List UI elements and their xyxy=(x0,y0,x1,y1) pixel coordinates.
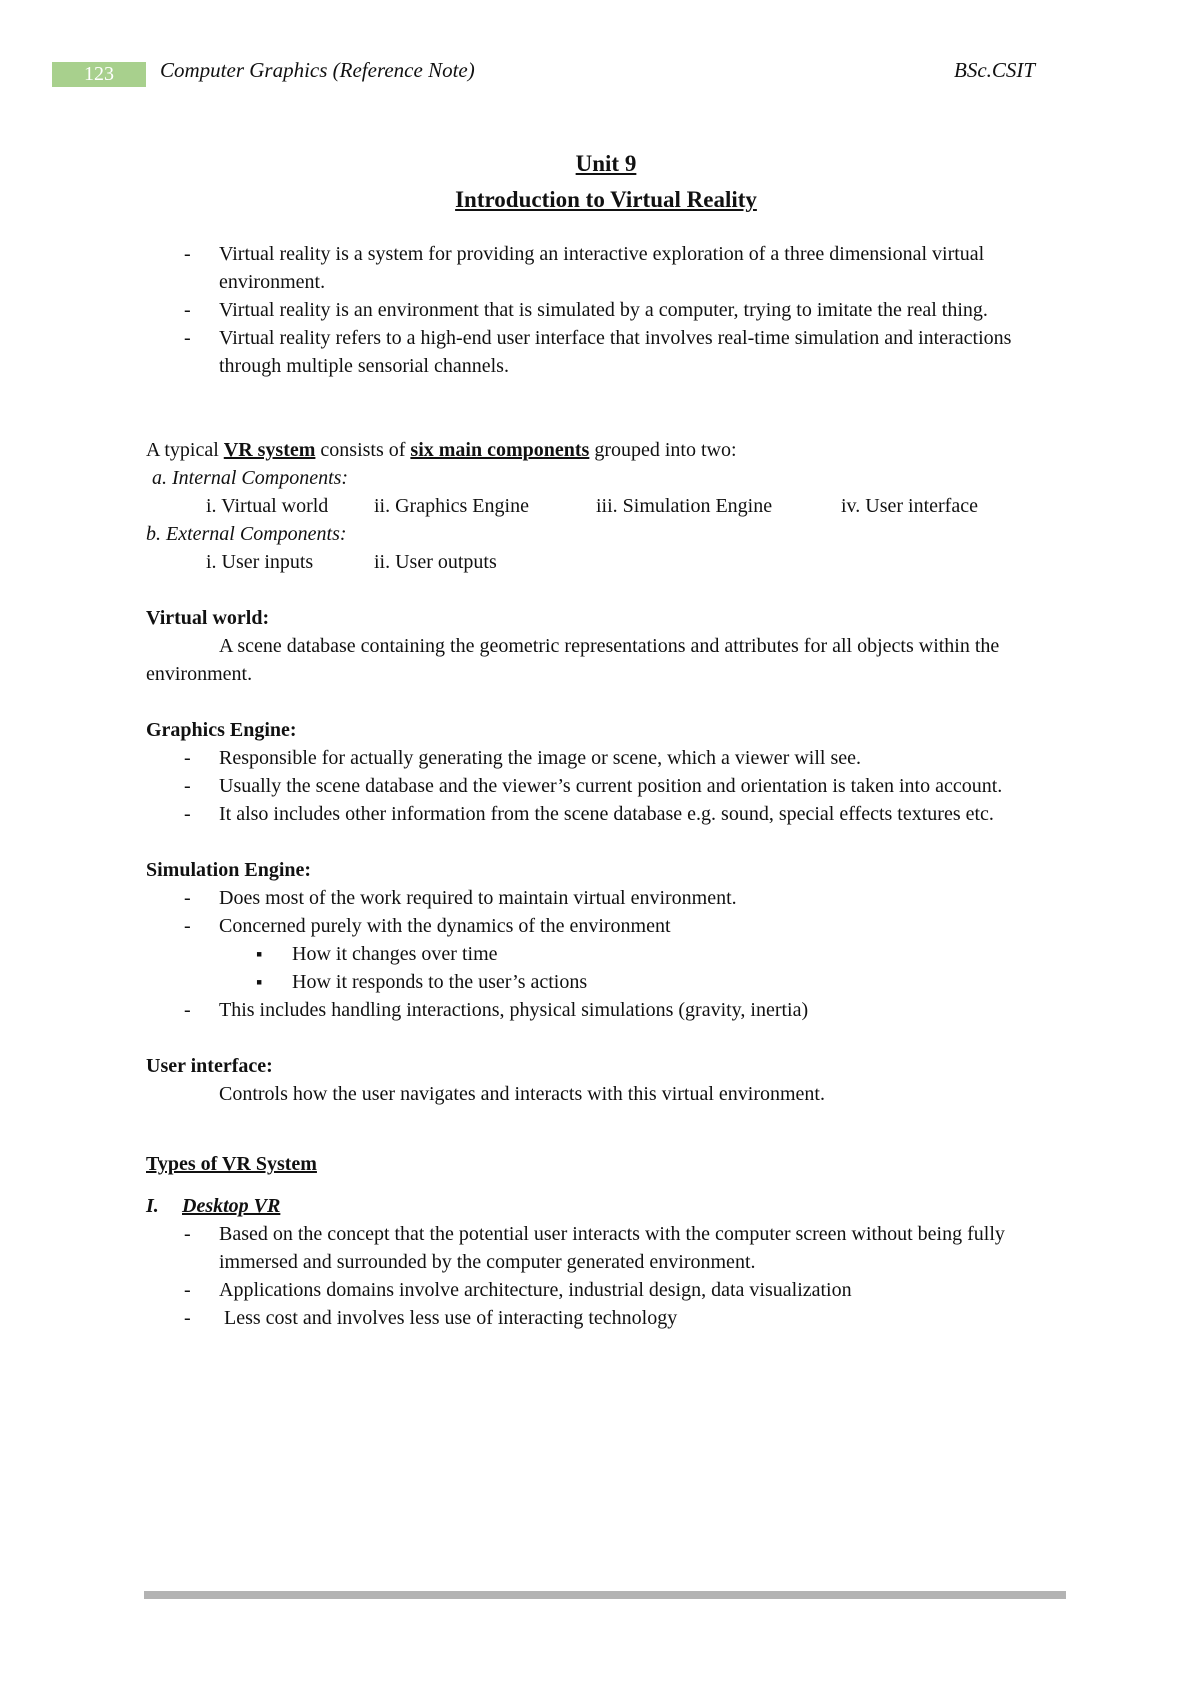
external-components-row xyxy=(146,548,1066,576)
list-item: - Concerned purely with the dynamics of the environment xyxy=(146,912,1066,940)
internal-item: iv. User interface xyxy=(841,495,978,517)
list-item: - Applications domains involve architecture, industrial design, data visualization xyxy=(146,1276,1066,1304)
vr-system-term: VR system xyxy=(223,439,316,461)
footer-divider xyxy=(144,1591,1066,1599)
components-lead-b: consists of xyxy=(315,439,411,461)
page-number: 123 xyxy=(52,62,146,87)
list-item: - Based on the concept that the potential user interacts with the computer screen without being fully immersed and surrounded by the computer generated environment. xyxy=(146,1220,1066,1276)
desktop-vr-heading xyxy=(146,1192,1066,1220)
simulation-engine-list xyxy=(146,884,1066,940)
desktop-vr-list xyxy=(146,1220,1066,1332)
virtual-world-heading: Virtual world: xyxy=(146,607,270,629)
list-item: - It also includes other information from the scene database e.g. sound, special effects textures etc. xyxy=(146,800,1066,828)
list-item: - Usually the scene database and the viewer’s current position and orientation is taken into account. xyxy=(146,772,1066,800)
desktop-vr-number: I. xyxy=(146,1195,159,1217)
user-interface-text: Controls how the user navigates and interacts with this virtual environment. xyxy=(219,1083,825,1105)
internal-components-label: a. Internal Components: xyxy=(152,467,349,489)
six-main-components-term: six main components xyxy=(410,439,590,461)
types-heading: Types of VR System xyxy=(146,1153,317,1175)
sub-list-item: ▪ How it responds to the user’s actions xyxy=(146,968,1066,996)
sub-list-item: ▪ How it changes over time xyxy=(146,940,1066,968)
list-item: - Less cost and involves less use of interacting technology xyxy=(146,1304,1066,1332)
course-label: BSc.CSIT xyxy=(954,58,1036,82)
internal-item: ii. Graphics Engine xyxy=(374,495,529,517)
graphics-engine-list xyxy=(146,744,1066,828)
user-interface-heading: User interface: xyxy=(146,1055,273,1077)
list-item: - Responsible for actually generating the image or scene, which a viewer will see. xyxy=(146,744,1066,772)
internal-item: iii. Simulation Engine xyxy=(596,495,773,517)
components-intro xyxy=(146,436,1066,464)
list-item: - Virtual reality is an environment that is simulated by a computer, trying to imitate the real thing. xyxy=(146,296,1066,324)
simulation-engine-sublist xyxy=(146,940,1066,996)
components-lead-c: grouped into two: xyxy=(589,439,737,461)
unit-title: Introduction to Virtual Reality xyxy=(455,187,757,212)
simulation-engine-list-continued xyxy=(146,996,1066,1024)
unit-number: Unit 9 xyxy=(575,151,637,176)
page-content xyxy=(146,146,1066,1332)
list-item: - Virtual reality refers to a high-end user interface that involves real-time simulation and interactions through multiple sensorial channels. xyxy=(146,324,1066,380)
components-lead-a: A typical xyxy=(146,439,224,461)
list-item: - Does most of the work required to maintain virtual environment. xyxy=(146,884,1066,912)
external-item: i. User inputs xyxy=(206,551,314,573)
simulation-engine-heading: Simulation Engine: xyxy=(146,859,312,881)
list-item: - Virtual reality is a system for providing an interactive exploration of a three dimensional virtual environment. xyxy=(146,240,1066,296)
desktop-vr-title: Desktop VR xyxy=(182,1195,281,1217)
header-title: Computer Graphics (Reference Note) xyxy=(160,58,475,82)
internal-item: i. Virtual world xyxy=(206,495,329,517)
intro-list xyxy=(146,240,1066,380)
graphics-engine-heading: Graphics Engine: xyxy=(146,719,297,741)
external-item: ii. User outputs xyxy=(374,551,497,573)
virtual-world-text: A scene database containing the geometric representations and attributes for all objects within the environment. xyxy=(146,635,1000,685)
list-item: - This includes handling interactions, physical simulations (gravity, inertia) xyxy=(146,996,1066,1024)
external-components-label: b. External Components: xyxy=(146,523,347,545)
internal-components-row xyxy=(146,492,1066,520)
